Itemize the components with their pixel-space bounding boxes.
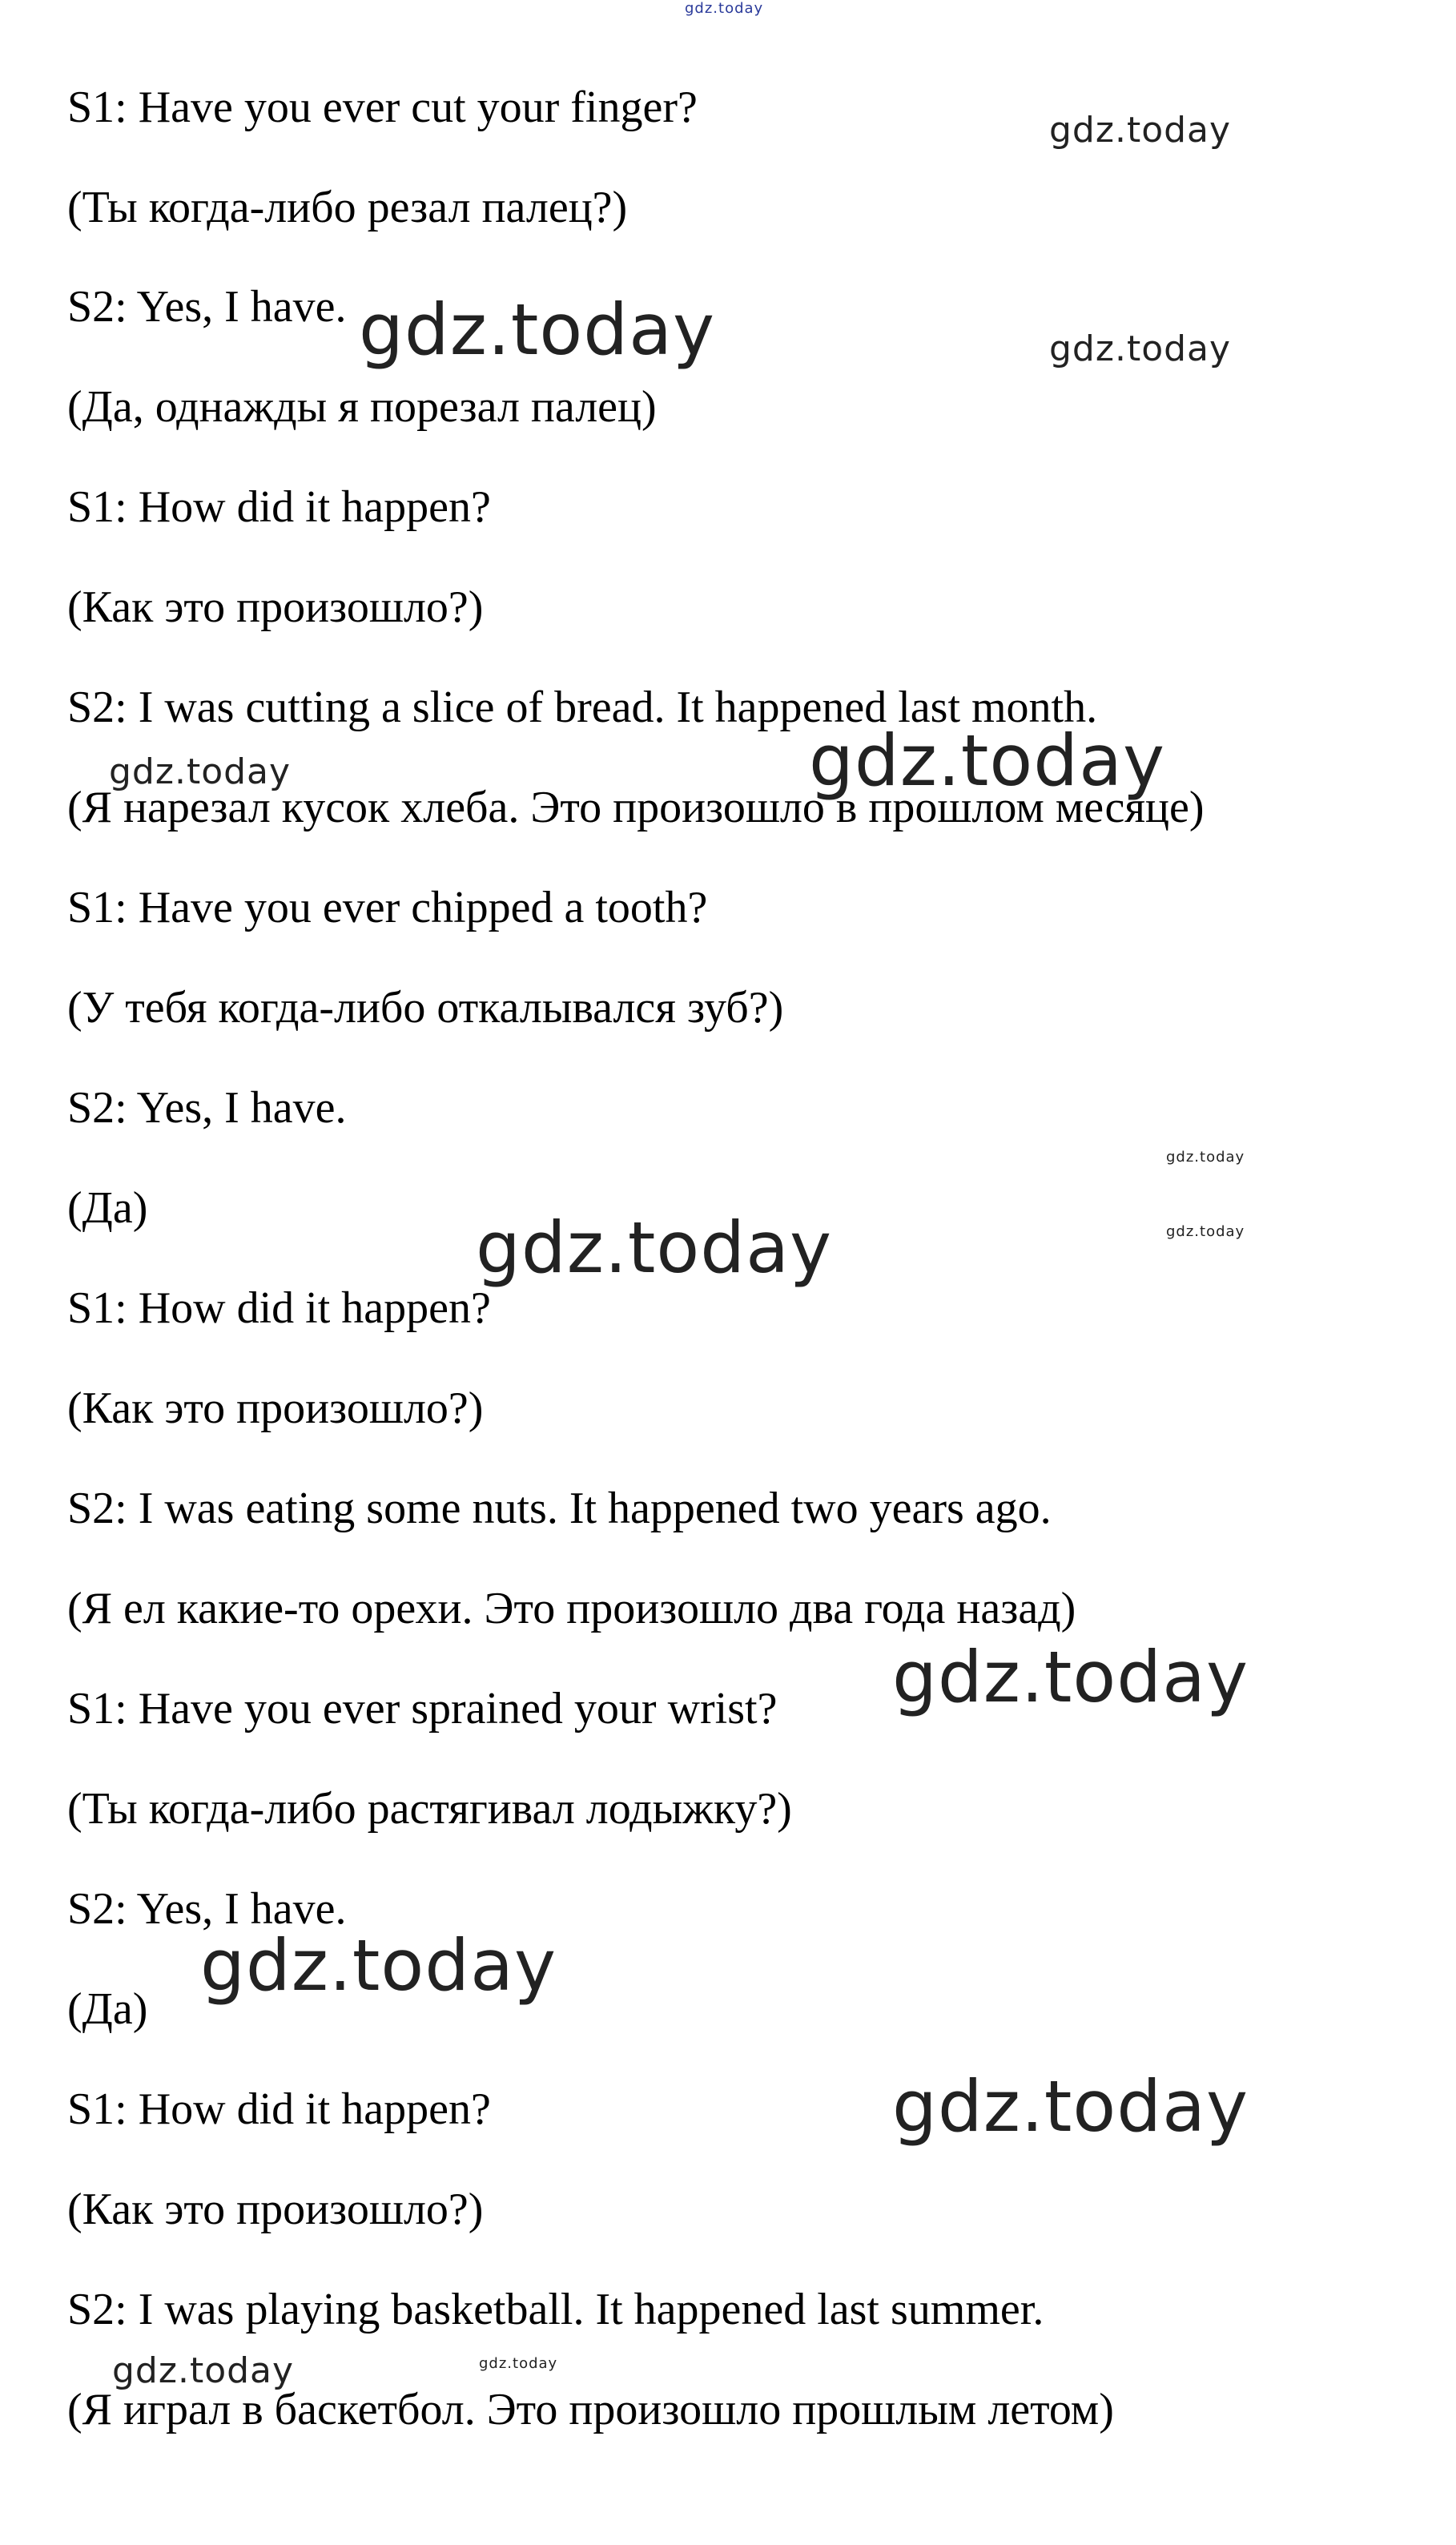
watermark: gdz.today	[1049, 328, 1232, 369]
watermark: gdz.today	[359, 288, 716, 371]
dialogue-line: S2: Yes, I have.	[67, 1083, 347, 1133]
dialogue-line: S1: How did it happen?	[67, 1283, 491, 1333]
dialogue-line: (Да)	[67, 1984, 148, 2034]
watermark: gdz.today	[892, 2065, 1249, 2148]
watermark: gdz.today	[809, 719, 1166, 802]
dialogue-line: S2: I was cutting a slice of bread. It happened last month.	[67, 683, 1098, 732]
dialogue-line: S1: Have you ever cut your finger?	[67, 83, 698, 132]
dialogue-line: S1: Have you ever chipped a tooth?	[67, 883, 708, 932]
watermark: gdz.today	[1166, 1149, 1245, 1166]
dialogue-line: S2: Yes, I have.	[67, 282, 347, 332]
watermark: gdz.today	[476, 1206, 833, 1289]
watermark: gdz.today	[1049, 110, 1232, 151]
dialogue-line: (Я ел какие-то орехи. Это произошло два года назад)	[67, 1584, 1076, 1633]
dialogue-line: S2: Yes, I have.	[67, 1884, 347, 1934]
dialogue-line: S1: How did it happen?	[67, 482, 491, 532]
dialogue-line: (Да)	[67, 1183, 148, 1233]
watermark: gdz.today	[200, 1924, 557, 2007]
dialogue-line: (Я нарезал кусок хлеба. Это произошло в прошлом месяце)	[67, 783, 1205, 832]
dialogue-line: S1: How did it happen?	[67, 2084, 491, 2134]
dialogue-line: (Ты когда-либо резал палец?)	[67, 183, 628, 232]
dialogue-line: S1: Have you ever sprained your wrist?	[67, 1684, 778, 1734]
watermark: gdz.today	[685, 0, 764, 17]
dialogue-line: S2: I was eating some nuts. It happened two years ago.	[67, 1484, 1052, 1533]
watermark: gdz.today	[1166, 1223, 1245, 1240]
watermark: gdz.today	[479, 2355, 558, 2372]
watermark: gdz.today	[892, 1636, 1249, 1718]
dialogue-line: S2: I was playing basketball. It happened last summer.	[67, 2285, 1044, 2334]
watermark: gdz.today	[109, 751, 292, 792]
dialogue-line: (Как это произошло?)	[67, 582, 484, 632]
dialogue-line: (Ты когда-либо растягивал лодыжку?)	[67, 1784, 792, 1834]
dialogue-line: (Я играл в баскетбол. Это произошло прошлым летом)	[67, 2385, 1114, 2434]
dialogue-line: (Как это произошло?)	[67, 2185, 484, 2234]
dialogue-line: (У тебя когда-либо откалывался зуб?)	[67, 983, 784, 1033]
watermark: gdz.today	[112, 2350, 295, 2391]
dialogue-line: (Да, однажды я порезал палец)	[67, 382, 657, 432]
dialogue-line: (Как это произошло?)	[67, 1383, 484, 1433]
